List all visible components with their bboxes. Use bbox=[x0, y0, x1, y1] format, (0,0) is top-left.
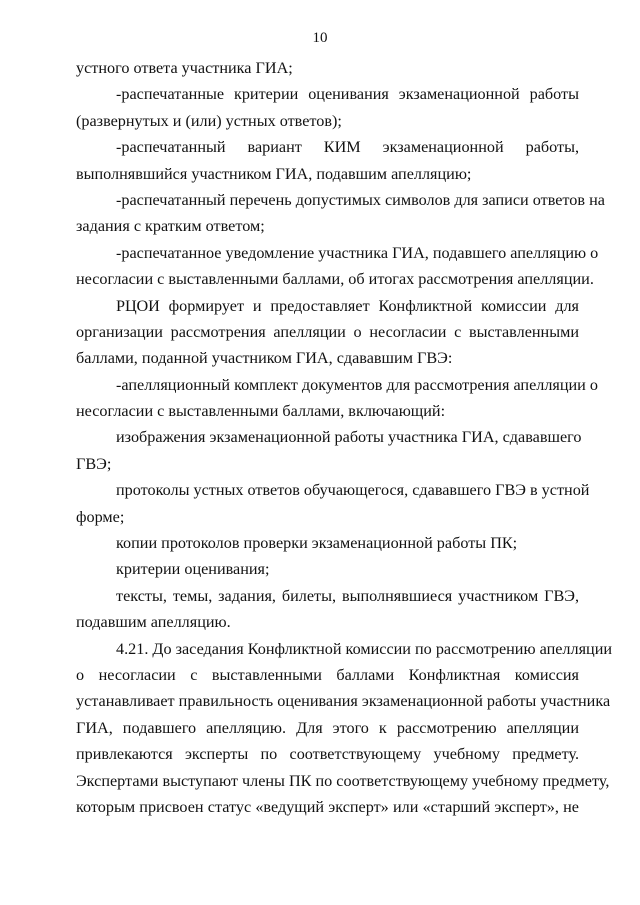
paragraph bbox=[76, 583, 579, 636]
text-line: подавшим апелляцию. bbox=[76, 613, 231, 632]
text-line: (развернутых и (или) устных ответов); bbox=[76, 111, 342, 130]
document-body bbox=[76, 55, 613, 820]
paragraph bbox=[76, 81, 579, 134]
text-line: РЦОИ формирует и предоставляет Конфликтной комиссии для bbox=[116, 296, 579, 315]
paragraph bbox=[76, 424, 582, 477]
text-line: несогласии с выставленными баллами, включающий: bbox=[76, 402, 446, 421]
paragraph bbox=[76, 636, 613, 821]
text-line: устанавливает правильность оценивания экзаменационной работы участника bbox=[76, 692, 611, 711]
page-number: 10 bbox=[312, 30, 328, 46]
paragraph bbox=[76, 372, 598, 425]
text-line: критерии оценивания; bbox=[116, 560, 270, 579]
text-line: о несогласии с выставленными баллами Конфликтная комиссия bbox=[76, 665, 579, 684]
text-line: -распечатанное уведомление участника ГИА, подавшего апелляцию о bbox=[116, 243, 599, 262]
text-line: -распечатанный вариант КИМ экзаменационной работы, bbox=[116, 138, 579, 157]
text-line: выполнявшийся участником ГИА, подавшим апелляцию; bbox=[76, 164, 472, 183]
text-line: 4.21. До заседания Конфликтной комиссии по рассмотрению апелляции bbox=[116, 639, 613, 658]
text-line: тексты, темы, задания, билеты, выполнявшиеся участником ГВЭ, bbox=[116, 586, 579, 605]
paragraph bbox=[76, 293, 579, 372]
paragraph bbox=[76, 530, 579, 556]
paragraph bbox=[76, 187, 605, 240]
text-line: организации рассмотрения апелляции о несогласии с выставленными bbox=[76, 322, 579, 341]
text-line: которым присвоен статус «ведущий эксперт» или «старший эксперт», не bbox=[76, 797, 579, 816]
text-line: копии протоколов проверки экзаменационной работы ПК; bbox=[116, 534, 518, 553]
paragraph bbox=[76, 556, 579, 582]
paragraph bbox=[76, 134, 579, 187]
text-line: протоколы устных ответов обучающегося, сдававшего ГВЭ в устной bbox=[116, 481, 590, 500]
text-line: Экспертами выступают члены ПК по соответствующему учебному предмету, bbox=[76, 771, 610, 790]
text-line: -распечатанный перечень допустимых символов для записи ответов на bbox=[116, 190, 605, 209]
paragraph bbox=[76, 240, 599, 293]
paragraph bbox=[76, 477, 590, 530]
text-line: форме; bbox=[76, 507, 125, 526]
paragraph bbox=[76, 55, 579, 81]
text-line: устного ответа участника ГИА; bbox=[76, 59, 293, 77]
text-line: изображения экзаменационной работы участника ГИА, сдававшего bbox=[116, 428, 582, 447]
text-line: привлекаются эксперты по соответствующему учебному предмету. bbox=[76, 745, 579, 764]
text-line: задания с кратким ответом; bbox=[76, 217, 265, 236]
text-line: -апелляционный комплект документов для рассмотрения апелляции о bbox=[116, 375, 598, 394]
text-line: ГИА, подавшего апелляцию. Для этого к рассмотрению апелляции bbox=[76, 718, 579, 737]
text-line: -распечатанные критерии оценивания экзаменационной работы bbox=[116, 85, 579, 104]
text-line: баллами, поданной участником ГИА, сдававшим ГВЭ: bbox=[76, 349, 453, 368]
text-line: несогласии с выставленными баллами, об итогах рассмотрения апелляции. bbox=[76, 270, 594, 289]
text-line: ГВЭ; bbox=[76, 454, 112, 473]
